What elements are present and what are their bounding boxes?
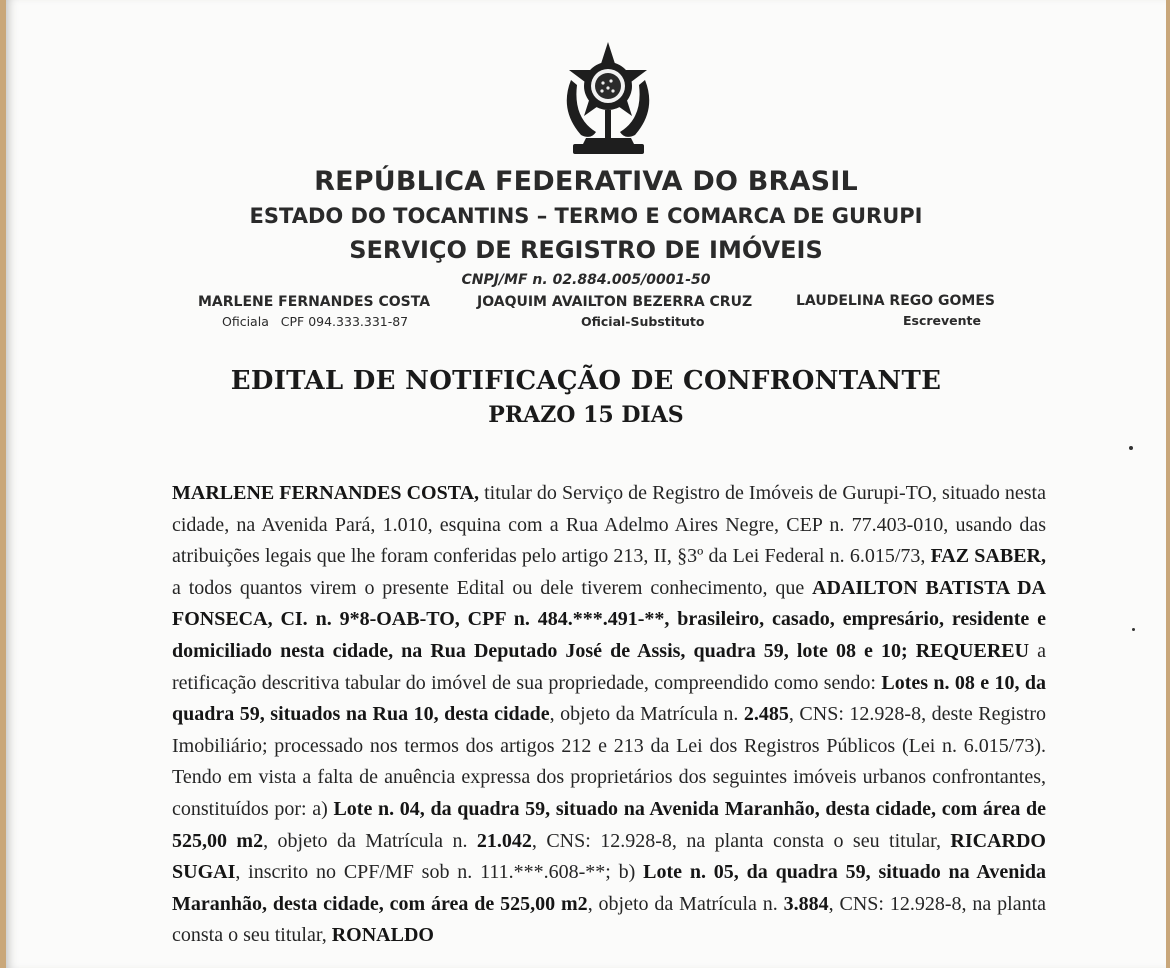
document-page — [6, 0, 1166, 968]
body-bold-run: 3.884 — [783, 892, 829, 915]
body-bold-run: Lote n. 04, da quadra 59, situado na Avenida Maranhão, desta cidade, com área de 525,00 m2 — [172, 797, 1046, 852]
body-text-run: , CNS: 12.928-8, deste Registro Imobiliário; processado nos termos dos artigos 212 e 213 da Lei dos Registros Públicos (Lei n. 6.015/73). Tendo em vista a falta de anuência expressa dos proprietários dos seguintes imóveis urbanos confrontantes, constituídos por: a) — [172, 703, 1046, 820]
officer-3 — [796, 293, 995, 328]
body-text-run: , objeto da Matrícula n. — [263, 829, 477, 852]
body-text-run: , CNS: 12.928-8, na planta consta o seu titular, — [172, 892, 1046, 947]
body-text-run: , CNS: 12.928-8, na planta consta o seu titular, — [531, 829, 951, 852]
body-text-run: a retificação descritiva tabular do imóvel de sua propriedade, compreendido como sendo: — [172, 639, 1046, 694]
body-bold-run: ADAILTON BATISTA DA FONSECA, CI. n. 9*8-OAB-TO, CPF n. 484.***.491-**, brasileiro, casado, empresário, residente e domiciliado nesta cidade, na Rua Deputado José de Assis, quadra 59, lote 08 e 10; REQUEREU — [172, 576, 1046, 662]
speck-mark — [1132, 628, 1135, 631]
body-text-run: , objeto da Matrícula n. — [549, 703, 744, 726]
officer-1 — [198, 294, 430, 329]
body-bold-run: Lotes n. 08 e 10, da quadra 59, situados na Rua 10, desta cidade — [172, 671, 1046, 726]
edital-body — [172, 478, 1046, 952]
edital-deadline: PRAZO 15 DIAS — [488, 402, 684, 428]
coat-of-arms-seal — [551, 40, 666, 158]
body-bold-run: 2.485 — [743, 703, 789, 726]
body-bold-run: Lote n. 05, da quadra 59, situado na Avenida Maranhão, desta cidade, com área de 525,00 m2 — [172, 861, 1046, 915]
officer-role: Oficial-Substituto — [581, 314, 705, 329]
body-bold-run: 21.042 — [476, 829, 532, 852]
speck-mark — [1129, 446, 1133, 450]
body-text-run: titular do Serviço de Registro de Imóveis de Gurupi-TO, situado nesta cidade, na Avenida Pará, 1.010, esquina com a Rua Adelmo Aires Negre, CEP n. 77.403-010, usando das atribuições legais que lhe foram conferidas pelo artigo 213, II, §3º da Lei Federal n. 6.015/73, — [172, 482, 1046, 568]
body-bold-run: RONALDO — [331, 924, 434, 947]
state-heading: ESTADO DO TOCANTINS – TERMO E COMARCA DE GURUPI — [249, 204, 923, 228]
body-text-run: a todos quantos virem o presente Edital ou dele tiverem conhecimento, que — [172, 576, 813, 599]
body-text-run: , inscrito no CPF/MF sob n. 111.***.608-**; b) — [235, 861, 644, 884]
officer-name: MARLENE FERNANDES COSTA — [198, 294, 431, 310]
service-heading: SERVIÇO DE REGISTRO DE IMÓVEIS — [349, 236, 823, 264]
body-text-run: , objeto da Matrícula n. — [587, 892, 784, 915]
body-bold-run: MARLENE FERNANDES COSTA, — [172, 482, 480, 504]
body-bold-run: FAZ SABER, — [930, 545, 1046, 568]
republic-heading: REPÚBLICA FEDERATIVA DO BRASIL — [314, 166, 858, 197]
body-bold-run: RICARDO SUGAI — [172, 829, 1046, 884]
officer-name: JOAQUIM AVAILTON BEZERRA CRUZ — [477, 294, 753, 310]
edital-title: EDITAL DE NOTIFICAÇÃO DE CONFRONTANTE — [230, 366, 942, 396]
officer-role: Escrevente — [903, 313, 982, 328]
officer-name: LAUDELINA REGO GOMES — [796, 293, 996, 309]
cnpj-line: CNPJ/MF n. 02.884.005/0001-50 — [461, 272, 711, 288]
officer-role: Oficiala CPF 094.333.331-87 — [222, 314, 409, 329]
officer-2 — [477, 294, 752, 329]
